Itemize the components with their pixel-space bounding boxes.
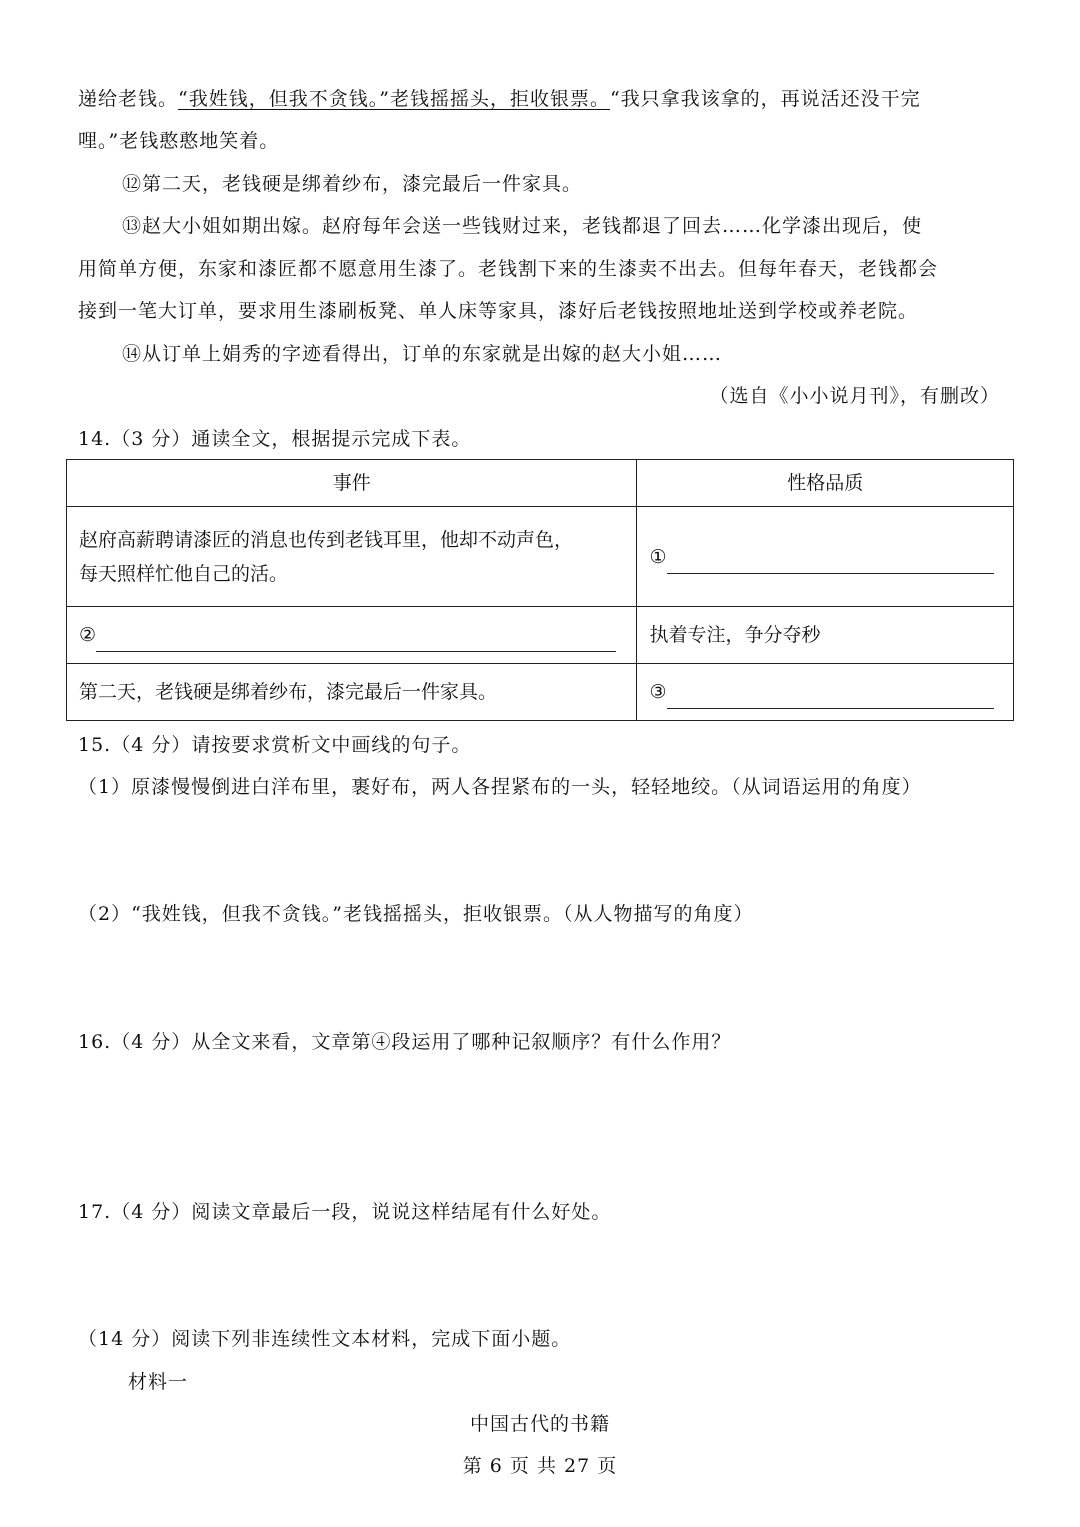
answer-blank[interactable] [667, 686, 994, 709]
question-17-prompt: 17.（4 分）阅读文章最后一段，说说这样结尾有什么好处。 [78, 1201, 612, 1223]
material-label: 材料一 [128, 1371, 189, 1393]
section-intro: （14 分）阅读下列非连续性文本材料，完成下面小题。 [78, 1328, 572, 1350]
passage-line [78, 86, 921, 112]
cell-text: 每天照样忙他自己的活。 [79, 562, 289, 585]
answer-blank[interactable] [96, 629, 616, 652]
passage-text: “我只拿我该拿的，再说活还没干完 [609, 88, 921, 110]
cell-text: 赵府高薪聘请漆匠的消息也传到老钱耳里，他却不动声色， [79, 528, 574, 551]
material-title: 中国古代的书籍 [469, 1413, 610, 1435]
question-15-sub1: （1）原漆慢慢倒进白洋布里，裹好布，两人各捏紧布的一头，轻轻地绞。（从词语运用的角度） [78, 776, 922, 798]
paragraph-14: ⑭从订单上娟秀的字迹看得出，订单的东家就是出嫁的赵大小姐…… [122, 343, 723, 365]
blank-marker: ② [79, 624, 97, 646]
question-15-sub2: （2）“我姓钱，但我不贪钱。”老钱摇摇头，拒收银票。（从人物描写的角度） [78, 903, 754, 925]
question-16-prompt: 16.（4 分）从全文来看，文章第④段运用了哪种记叙顺序？有什么作用？ [78, 1031, 732, 1053]
cell-event[interactable] [67, 607, 637, 664]
cell-event: 第二天，老钱硬是绑着纱布，漆完最后一件家具。 [67, 664, 637, 721]
question-15-prompt: 15.（4 分）请按要求赏析文中画线的句子。 [78, 734, 472, 756]
cell-trait[interactable] [637, 664, 1014, 721]
source-note: （选自《小小说月刊》，有删改） [709, 385, 1000, 407]
table-header-row [67, 460, 1014, 507]
cell-trait[interactable] [637, 507, 1014, 607]
paragraph-13: ⑬赵大小姐如期出嫁。赵府每年会送一些钱财过来，老钱都退了回去……化学漆出现后，使 [122, 215, 923, 237]
passage-line: 用简单方便，东家和漆匠都不愿意用生漆了。老钱割下来的生漆卖不出去。但每年春天，老钱都会 [78, 258, 939, 280]
answer-blank[interactable] [667, 551, 994, 574]
passage-line: 接到一笔大订单，要求用生漆刷板凳、单人床等家具，漆好后老钱按照地址送到学校或养老院。 [78, 300, 919, 322]
header-trait: 性格品质 [637, 460, 1014, 507]
passage-line: 哩。”老钱憨憨地笑着。 [78, 130, 280, 152]
table-row [67, 607, 1014, 664]
table-row [67, 664, 1014, 721]
blank-marker: ① [649, 545, 667, 568]
header-event: 事件 [67, 460, 637, 507]
question-14-prompt: 14.（3 分）通读全文，根据提示完成下表。 [78, 428, 472, 450]
blank-marker: ③ [649, 681, 667, 703]
cell-event [67, 507, 637, 607]
passage-text: 递给老钱。 [78, 88, 179, 110]
cell-trait: 执着专注，争分夺秒 [637, 607, 1014, 664]
underlined-sentence: “我姓钱，但我不贪钱。”老钱摇摇头，拒收银票。 [178, 88, 610, 110]
table-row [67, 507, 1014, 607]
paragraph-12: ⑫第二天，老钱硬是绑着纱布，漆完最后一件家具。 [122, 173, 583, 195]
page-footer: 第 6 页 共 27 页 [462, 1455, 618, 1477]
answer-table [66, 459, 1014, 721]
